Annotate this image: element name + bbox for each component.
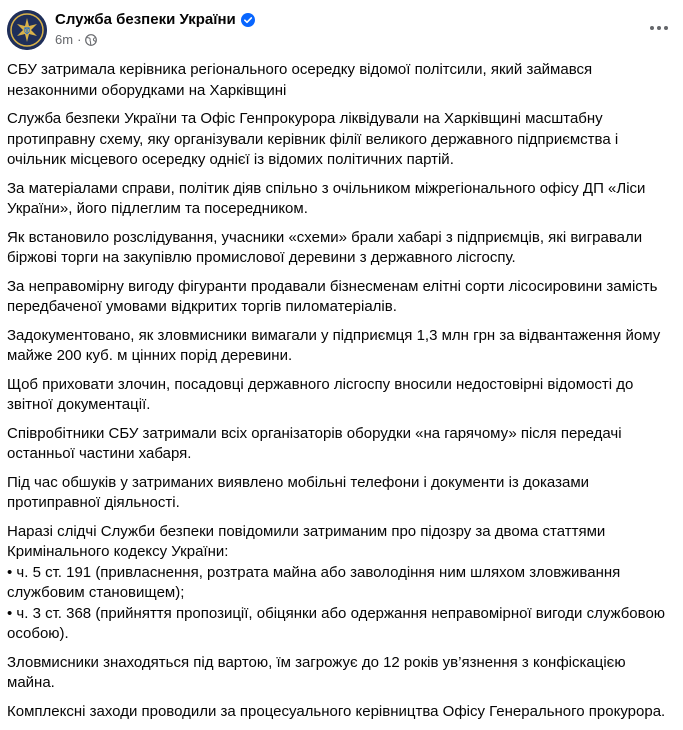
verified-badge-icon (241, 13, 255, 27)
post-timestamp[interactable]: 6m (55, 32, 74, 47)
more-horizontal-icon (649, 25, 669, 31)
post-paragraph: Зловмисники знаходяться під вартою, їм загрожує до 12 років ув’язнення з конфіскацією майна. (7, 653, 626, 691)
suspicion-list-item: • ч. 5 ст. 191 (привласнення, розтрата майна або заволодіння ним шляхом зловживання службовим становищем); (7, 563, 621, 601)
post-paragraph: Щоб приховати злочин, посадовці державного лісгоспу вносили недостовірні відомості до звітної документації. (7, 375, 634, 413)
post-header (0, 0, 683, 56)
suspicion-list-item: • ч. 3 ст. 368 (прийняття пропозиції, обіцянки або одержання неправомірної вигоди службовою особою). (7, 604, 666, 642)
post-meta (55, 32, 97, 48)
page-name-row (55, 11, 255, 29)
post-paragraph: Як встановило розслідування, учасники «схеми» брали хабарі з підприємців, які вигравали біржові торги на закупівлю промислової деревини з державного лісгоспу. (7, 228, 643, 266)
post-paragraph: Задокументовано, як зловмисники вимагали у підприємця 1,3 млн грн за відвантаження йому майже 200 куб. м цінних порід деревини. (7, 326, 661, 364)
post-paragraph: Під час обшуків у затриманих виявлено мобільні телефони і документи із доказами протиправної діяльності. (7, 473, 590, 511)
suspicion-list (7, 563, 675, 645)
post-paragraph: Служба безпеки України та Офіс Генпрокурора ліквідували на Харківщині масштабну протиправну схему, яку організували керівник філії великого державного підприємства і очільник місцевого осередку однієї із відомих політичних партій. (7, 110, 619, 168)
globe-icon[interactable] (85, 34, 97, 46)
more-options-button[interactable] (645, 14, 673, 42)
post-body (7, 60, 675, 730)
page-avatar[interactable] (7, 10, 47, 50)
meta-separator: · (77, 32, 82, 47)
page-name-link[interactable]: Служба безпеки України (55, 11, 236, 28)
post-headline: СБУ затримала керівника регіонального осередку відомої політсили, який займався незаконними оборудками на Харківщині (7, 61, 593, 99)
post-paragraph: Співробітники СБУ затримали всіх організаторів оборудки «на гарячому» після передачі останньої частини хабаря. (7, 424, 622, 462)
sbu-emblem-icon (7, 10, 47, 50)
post-paragraph: За неправомірну вигоду фігуранти продавали бізнесменам елітні сорти лісосировини замість передбаченої умовами відкритих торгів пиломатеріалів. (7, 277, 658, 315)
post-paragraph: Комплексні заходи проводили за процесуального керівництва Офісу Генерального прокурора. (7, 702, 666, 720)
post-paragraph: За матеріалами справи, політик діяв спільно з очільником міжрегіонального офісу ДП «Ліси України», його підлеглим та посередником. (7, 179, 646, 217)
suspicion-intro: Наразі слідчі Служби безпеки повідомили затриманим про підозру за двома статтями Кримінального кодексу України: (7, 522, 606, 560)
